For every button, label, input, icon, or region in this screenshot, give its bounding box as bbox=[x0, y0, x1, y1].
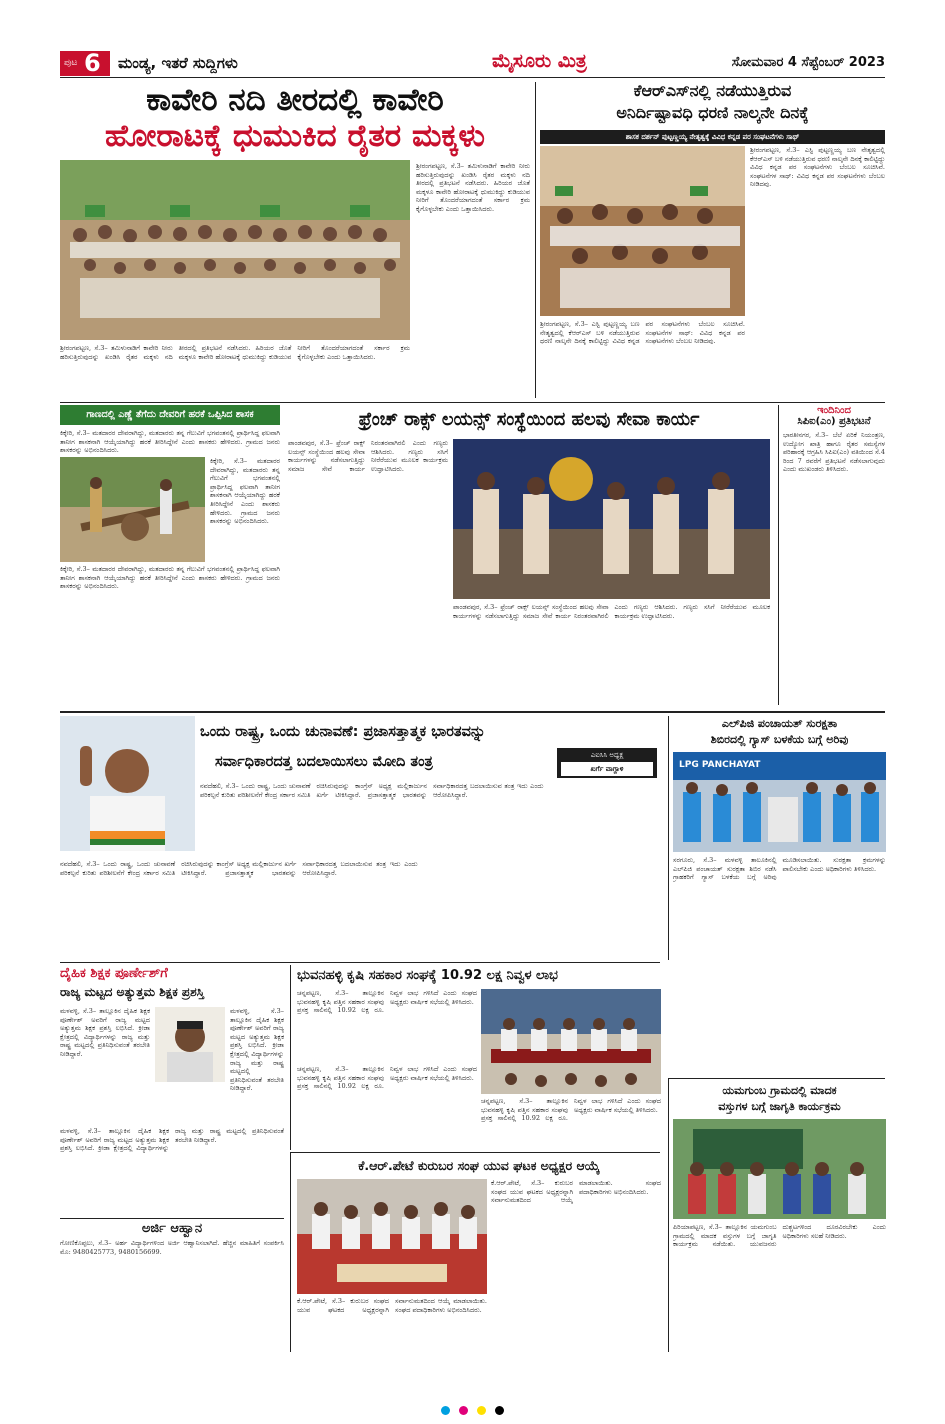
yamagumba-headline-2: ವಸ್ತುಗಳ ಬಗ್ಗೆ ಜಾಗೃತಿ ಕಾರ್ಯಕ್ರಮ bbox=[718, 1100, 841, 1113]
registration-dot-cyan bbox=[441, 1406, 450, 1415]
lead-photo bbox=[60, 160, 410, 340]
kurubara-photo bbox=[297, 1179, 487, 1294]
yamagumba-headline-1: ಯಮಗುಂಬ ಗ್ರಾಮದಲ್ಲಿ ಮಾದಕ bbox=[722, 1084, 837, 1097]
bank-story bbox=[290, 965, 660, 1150]
lpg-story bbox=[668, 716, 885, 960]
lions-headline: ಫ್ರೆಂಚ್ ರಾಕ್ಸ್ ಲಯನ್ಸ್ ಸಂಸ್ಥೆಯಿಂದ ಹಲವು ಸೇವಾ ಕಾರ್ಯ bbox=[358, 409, 700, 430]
leader-portrait-image bbox=[60, 716, 195, 851]
kharge-body-lower: ನವದೆಹಲಿ, ಸೆ.3– ಒಂದು ರಾಷ್ಟ್ರ, ಒಂದು ಚುನಾವಣೆ ಪರಿಕಲ್ಪನೆ ಕುರಿತು ಪರಿಶೀಲನೆಗೆ ಕೇಂದ್ರ ಸರ್ಕಾರ ಸಮಿತಿ ರಚಿಸಿರುವುದನ್ನು ಕಾಂಗ್ರೆಸ್ ಅಧ್ಯಕ್ಷ ಮಲ್ಲಿಕಾರ್ಜುನ ಖರ್ಗೆ ಟೀಕಿಸಿದ್ದಾರೆ. ಪ್ರಜಾಸತ್ತಾತ್ಮಕ ಭಾರತವನ್ನು ಸರ್ವಾಧಿಕಾರದತ್ತ ಬದಲಾಯಿಸುವ ತಂತ್ರ ಇದು ಎಂದು ಆರೋಪಿಸಿದ್ದಾರೆ. bbox=[60, 860, 418, 877]
column-divider bbox=[535, 82, 536, 398]
page-number-box bbox=[60, 51, 110, 76]
lead-headline-1: ಕಾವೇರಿ ನದಿ ತೀರದಲ್ಲಿ ಕಾವೇರಿ bbox=[146, 82, 444, 118]
yamagumba-story bbox=[668, 1078, 885, 1352]
teacher-story bbox=[60, 965, 284, 1215]
harake-photo bbox=[60, 457, 205, 562]
registration-marks bbox=[0, 1400, 945, 1420]
lpg-photo bbox=[673, 752, 886, 852]
krs-photo bbox=[540, 146, 745, 316]
bank-photo bbox=[481, 989, 661, 1094]
row-divider-2 bbox=[60, 711, 885, 713]
krs-headline-1: ಕೆಆರ್‌ಎಸ್‌ನಲ್ಲಿ ನಡೆಯುತ್ತಿರುವ bbox=[633, 81, 792, 100]
kharge-photo bbox=[60, 716, 195, 851]
bank-body-top: ಚನ್ನಪಟ್ಟಣ, ಸೆ.3– ತಾಲ್ಲೂಕಿನ ಭುವನಹಳ್ಳಿ ಕೃಷಿ ಪತ್ತಿನ ಸಹಕಾರ ಸಂಘವು ಪ್ರಸಕ್ತ ಸಾಲಿನಲ್ಲಿ 10.92 ಲಕ್ಷ ರೂ. ನಿವ್ವಳ ಲಾಭ ಗಳಿಸಿದೆ ಎಂದು ಸಂಘದ ಅಧ್ಯಕ್ಷರು ವಾರ್ಷಿಕ ಸಭೆಯಲ್ಲಿ ತಿಳಿಸಿದರು. bbox=[297, 989, 477, 1015]
yamagumba-photo bbox=[673, 1119, 886, 1219]
lead-story bbox=[60, 82, 530, 400]
teacher-body: ಮಳವಳ್ಳಿ, ಸೆ.3– ತಾಲ್ಲೂಕಿನ ದೈಹಿಕ ಶಿಕ್ಷಕ ಪೂರ್ಣೇಶ್ ಅವರಿಗೆ ರಾಜ್ಯ ಮಟ್ಟದ ಅತ್ಯುತ್ತಮ ಶಿಕ್ಷಕ ಪ್ರಶಸ್ತಿ ಲಭಿಸಿದೆ. ಕ್ರೀಡಾ ಕ್ಷೇತ್ರದಲ್ಲಿ ವಿದ್ಯಾರ್ಥಿಗಳನ್ನು ರಾಜ್ಯ ಮತ್ತು ರಾಷ್ಟ್ರ ಮಟ್ಟದಲ್ಲಿ ಪ್ರತಿನಿಧಿಸುವಂತೆ ತರಬೇತಿ ನೀಡಿದ್ದಾರೆ. bbox=[60, 1127, 284, 1153]
kharge-headline-2: ಸರ್ವಾಧಿಕಾರದತ್ತ ಬದಲಾಯಿಸಲು ಮೋದಿ ತಂತ್ರ bbox=[215, 754, 433, 770]
lead-headline-2: ಹೋರಾಟಕ್ಕೆ ಧುಮುಕಿದ ರೈತರ ಮಕ್ಕಳು bbox=[104, 118, 486, 154]
section-title: ಮಂಡ್ಯ, ಇತರೆ ಸುದ್ದಿಗಳು bbox=[118, 54, 238, 72]
bank-meeting-image bbox=[481, 989, 661, 1094]
lead-body-left: ಶ್ರೀರಂಗಪಟ್ಟಣ, ಸೆ.3– ತಮಿಳುನಾಡಿಗೆ ಕಾವೇರಿ ನೀರು ಹರಿಸುತ್ತಿರುವುದನ್ನು ಖಂಡಿಸಿ ರೈತರ ಮಕ್ಕಳು ನದಿ ತೀರದಲ್ಲಿ ಪ್ರತಿಭಟನೆ ನಡೆಸಿದರು. ಹಿರಿಯರ ಜೊತೆ ಮಕ್ಕಳೂ ಕಾವೇರಿ ಹೋರಾಟಕ್ಕೆ ಧುಮುಕಿದ್ದು ಕುಡಿಯುವ ನೀರಿಗೆ ತೊಂದರೆಯಾಗದಂತೆ ಸರ್ಕಾರ ಕ್ರಮ ಕೈಗೊಳ್ಳಬೇಕು ಎಂದು ಒತ್ತಾಯಿಸಿದರು. bbox=[60, 344, 410, 361]
dharna-image bbox=[540, 146, 745, 316]
lions-event-image bbox=[453, 439, 770, 599]
arji-headline: ಅರ್ಜಿ ಆಹ್ವಾನ bbox=[141, 1221, 203, 1236]
teacher-headline-2: ರಾಜ್ಯ ಮಟ್ಟದ ಅತ್ಯುತ್ತಮ ಶಿಕ್ಷಕ ಪ್ರಶಸ್ತಿ bbox=[60, 985, 205, 999]
harake-body: ಕಿಕ್ಕೇರಿ, ಸೆ.3– ಮತದಾರರ ದೇವರಾಗಿದ್ದು, ಮತದಾರರು ತನ್ನ ಗೆಲುವಿಗೆ ಭಗವಂತನಲ್ಲಿ ಪ್ರಾರ್ಥಿಸಿದ್ದ ಫಲವಾಗಿ ತಾನೀಗ ಶಾಸಕನಾಗಿ ಆಯ್ಕೆಯಾಗಿದ್ದು ಹರಕೆ ತೀರಿಸಿದ್ದೇನೆ ಎಂದು ಶಾಸಕರು ಹೇಳಿದರು. ಗ್ರಾಮದ ಜನರು ಶಾಸಕರನ್ನು ಅಭಿನಂದಿಸಿದರು. bbox=[60, 565, 280, 591]
teacher-body-right: ಮಳವಳ್ಳಿ, ಸೆ.3– ತಾಲ್ಲೂಕಿನ ದೈಹಿಕ ಶಿಕ್ಷಕ ಪೂರ್ಣೇಶ್ ಅವರಿಗೆ ರಾಜ್ಯ ಮಟ್ಟದ ಅತ್ಯುತ್ತಮ ಶಿಕ್ಷಕ ಪ್ರಶಸ್ತಿ ಲಭಿಸಿದೆ. ಕ್ರೀಡಾ ಕ್ಷೇತ್ರದಲ್ಲಿ ವಿದ್ಯಾರ್ಥಿಗಳನ್ನು ರಾಜ್ಯ ಮತ್ತು ರಾಷ್ಟ್ರ ಮಟ್ಟದಲ್ಲಿ ಪ್ರತಿನಿಧಿಸುವಂತೆ ತರಬೇತಿ ನೀಡಿದ್ದಾರೆ. bbox=[230, 1007, 284, 1093]
teacher-headline-1: ದೈಹಿಕ ಶಿಕ್ಷಕ ಪೂರ್ಣೇಶ್‌ಗೆ bbox=[60, 966, 168, 981]
bank-headline: ಭುವನಹಳ್ಳಿ ಕೃಷಿ ಸಹಕಾರ ಸಂಘಕ್ಕೆ 10.92 ಲಕ್ಷ ನಿವ್ವಳ ಲಾಭ bbox=[297, 968, 558, 983]
kurubara-body: ಕೆ.ಆರ್.ಪೇಟೆ, ಸೆ.3– ಕುರುಬರ ಸಂಘದ ಯುವ ಘಟಕದ ಅಧ್ಯಕ್ಷರನ್ನಾಗಿ ಸರ್ವಾನುಮತದಿಂದ ಆಯ್ಕೆ ಮಾಡಲಾಯಿತು. ಸಂಘದ ಪದಾಧಿಕಾರಿಗಳು ಅಭಿನಂದಿಸಿದರು. bbox=[297, 1297, 487, 1314]
cpim-headline-1: ಇಂದಿನಿಂದ bbox=[817, 405, 851, 416]
kharge-story bbox=[60, 716, 660, 856]
lpg-headline-1: ಎಲ್‌ಪಿಜಿ ಪಂಚಾಯತ್ ಸುರಕ್ಷತಾ bbox=[721, 717, 838, 730]
yamagumba-body: ಪಿರಿಯಾಪಟ್ಟಣ, ಸೆ.3– ತಾಲ್ಲೂಕಿನ ಯಮಗುಂಬ ಗ್ರಾಮದಲ್ಲಿ ಮಾದಕ ವಸ್ತುಗಳ ಬಗ್ಗೆ ಜಾಗೃತಿ ಕಾರ್ಯಕ್ರಮ ನಡೆಯಿತು. ಯುವಜನರು ದುಶ್ಚಟಗಳಿಂದ ದೂರವಿರಬೇಕು ಎಂದು ಅಧಿಕಾರಿಗಳು ಸಲಹೆ ನೀಡಿದರು. bbox=[673, 1223, 886, 1249]
krs-banner: ಶಾಸಕ ದರ್ಶನ್ ಪುಟ್ಟಣ್ಣಯ್ಯ ನೇತೃತ್ವಕ್ಕೆ ವಿವಿಧ ಕನ್ನಡ ಪರ ಸಂಘಟನೆಗಳು ಸಾಥ್ bbox=[540, 130, 885, 144]
kurubara-story bbox=[290, 1152, 660, 1352]
page-label: ಪುಟ bbox=[64, 58, 78, 68]
cpim-story bbox=[778, 405, 885, 705]
krs-story bbox=[540, 80, 885, 398]
harake-story bbox=[60, 405, 280, 705]
kurubara-headline: ಕೆ.ಆರ್.ಪೇಟೆ ಕುರುಬರ ಸಂಘ ಯುವ ಘಟಕ ಅಧ್ಯಕ್ಷರ ಆಯ್ಕೆ bbox=[358, 1158, 600, 1173]
bank-body-right: ಚನ್ನಪಟ್ಟಣ, ಸೆ.3– ತಾಲ್ಲೂಕಿನ ಭುವನಹಳ್ಳಿ ಕೃಷಿ ಪತ್ತಿನ ಸಹಕಾರ ಸಂಘವು ಪ್ರಸಕ್ತ ಸಾಲಿನಲ್ಲಿ 10.92 ಲಕ್ಷ ರೂ. ನಿವ್ವಳ ಲಾಭ ಗಳಿಸಿದೆ ಎಂದು ಸಂಘದ ಅಧ್ಯಕ್ಷರು ವಾರ್ಷಿಕ ಸಭೆಯಲ್ಲಿ ತಿಳಿಸಿದರು. bbox=[481, 1097, 661, 1123]
arji-body: ಗೋಣಿಕೊಪ್ಪಲು, ಸೆ.3– ಅರ್ಹ ವಿದ್ಯಾರ್ಥಿಗಳಿಂದ ಅರ್ಜಿ ಆಹ್ವಾನಿಸಲಾಗಿದೆ. ಹೆಚ್ಚಿನ ಮಾಹಿತಿಗೆ ಸಂಪರ್ಕಿಸಿ ಮೊ: 9480425773, 9480156699. bbox=[60, 1239, 284, 1256]
lpg-body: ಸರಗೂರು, ಸೆ.3– ಮಳವಳ್ಳಿ ತಾಲೂಕಿನಲ್ಲಿ ಎಲ್‌ಪಿಜಿ ಪಂಚಾಯತ್ ಸುರಕ್ಷತಾ ಶಿಬಿರ ನಡೆಸಿ ಗ್ರಾಹಕರಿಗೆ ಗ್ಯಾಸ್ ಬಳಕೆಯ ಬಗ್ಗೆ ಅರಿವು ಮೂಡಿಸಲಾಯಿತು. ಸುರಕ್ಷತಾ ಕ್ರಮಗಳನ್ನು ಪಾಲಿಸಬೇಕು ಎಂದು ಅಧಿಕಾರಿಗಳು ತಿಳಿಸಿದರು. bbox=[673, 856, 886, 882]
lions-body-left: ಪಾಂಡವಪುರ, ಸೆ.3– ಫ್ರೆಂಚ್ ರಾಕ್ಸ್ ಲಯನ್ಸ್ ಸಂಸ್ಥೆಯಿಂದ ಹಲವು ಸೇವಾ ಕಾರ್ಯಗಳನ್ನು ನಡೆಸಲಾಗುತ್ತಿದ್ದು ಸಮಾಜ ಸೇವೆ ಕಾರ್ಯ ನಿರಂತರವಾಗಿರಲಿ ಎಂದು ಗಣ್ಯರು ಆಶಿಸಿದರು. ಗಣ್ಯರು ಸಸಿಗೆ ನೀರೆರೆಯುವ ಮೂಲಕ ಕಾರ್ಯಕ್ರಮ ಉದ್ಘಾಟಿಸಿದರು. bbox=[288, 439, 448, 473]
masthead: ಮೈಸೂರು ಮಿತ್ರ bbox=[492, 50, 587, 72]
harake-headline: ಗಾಣದಲ್ಲಿ ಎಣ್ಣೆ ತೆಗೆದು ದೇವರಿಗೆ ಹರಕೆ ಒಪ್ಪಿಸಿದ ಶಾಸಕ bbox=[60, 405, 280, 425]
teacher-body-left: ಮಳವಳ್ಳಿ, ಸೆ.3– ತಾಲ್ಲೂಕಿನ ದೈಹಿಕ ಶಿಕ್ಷಕ ಪೂರ್ಣೇಶ್ ಅವರಿಗೆ ರಾಜ್ಯ ಮಟ್ಟದ ಅತ್ಯುತ್ತಮ ಶಿಕ್ಷಕ ಪ್ರಶಸ್ತಿ ಲಭಿಸಿದೆ. ಕ್ರೀಡಾ ಕ್ಷೇತ್ರದಲ್ಲಿ ವಿದ್ಯಾರ್ಥಿಗಳನ್ನು ರಾಜ್ಯ ಮತ್ತು ರಾಷ್ಟ್ರ ಮಟ್ಟದಲ್ಲಿ ಪ್ರತಿನಿಧಿಸುವಂತೆ ತರಬೇತಿ ನೀಡಿದ್ದಾರೆ. bbox=[60, 1007, 150, 1058]
oil-press-image bbox=[60, 457, 205, 562]
cpim-headline-2: ಸಿಪಿಐ(ಎಂ) ಪ್ರತಿಭಟನೆ bbox=[797, 416, 871, 427]
lions-body-right: ಪಾಂಡವಪುರ, ಸೆ.3– ಫ್ರೆಂಚ್ ರಾಕ್ಸ್ ಲಯನ್ಸ್ ಸಂಸ್ಥೆಯಿಂದ ಹಲವು ಸೇವಾ ಕಾರ್ಯಗಳನ್ನು ನಡೆಸಲಾಗುತ್ತಿದ್ದು ಸಮಾಜ ಸೇವೆ ಕಾರ್ಯ ನಿರಂತರವಾಗಿರಲಿ ಎಂದು ಗಣ್ಯರು ಆಶಿಸಿದರು. ಗಣ್ಯರು ಸಸಿಗೆ ನೀರೆರೆಯುವ ಮೂಲಕ ಕಾರ್ಯಕ್ರಮ ಉದ್ಘಾಟಿಸಿದರು. bbox=[453, 603, 770, 620]
teacher-photo bbox=[155, 1007, 225, 1082]
krs-body-right: ಶ್ರೀರಂಗಪಟ್ಟಣ, ಸೆ.3– ಎಸ್ಟಿ ಪುಟ್ಟಣ್ಣಯ್ಯ ಬಣ ನೇತೃತ್ವದಲ್ಲಿ ಕೆಆರ್‌ಎಸ್ ಬಳಿ ನಡೆಯುತ್ತಿರುವ ಧರಣಿ ನಾಲ್ಕನೇ ದಿನಕ್ಕೆ ಕಾಲಿಟ್ಟಿದ್ದು ವಿವಿಧ ಕನ್ನಡ ಪರ ಸಂಘಟನೆಗಳು ಬೆಂಬಲ ಸೂಚಿಸಿವೆ. ಸಂಘಟನೆಗಳ ಸಾಥ್: ವಿವಿಧ ಕನ್ನಡ ಪರ ಸಂಘಟನೆಗಳು ಬೆಂಬಲ ನೀಡಿದವು. bbox=[750, 146, 885, 189]
kurubara-body-right: ಕೆ.ಆರ್.ಪೇಟೆ, ಸೆ.3– ಕುರುಬರ ಸಂಘದ ಯುವ ಘಟಕದ ಅಧ್ಯಕ್ಷರನ್ನಾಗಿ ಸರ್ವಾನುಮತದಿಂದ ಆಯ್ಕೆ ಮಾಡಲಾಯಿತು. ಸಂಘದ ಪದಾಧಿಕಾರಿಗಳು ಅಭಿನಂದಿಸಿದರು. bbox=[491, 1179, 661, 1205]
arji-story bbox=[60, 1218, 284, 1352]
kharge-tag bbox=[557, 748, 657, 778]
registration-dot-magenta bbox=[459, 1406, 468, 1415]
krs-headline-2: ಅನಿರ್ದಿಷ್ಟಾವಧಿ ಧರಣಿ ನಾಲ್ಕನೇ ದಿನಕ್ಕೆ bbox=[616, 103, 809, 122]
row-divider-1 bbox=[60, 402, 885, 403]
kharge-tag-line-2: ಖರ್ಗೆ ವಾಗ್ದಾಳಿ bbox=[561, 762, 653, 776]
kharge-headline-1: ಒಂದು ರಾಷ್ಟ್ರ, ಒಂದು ಚುನಾವಣೆ: ಪ್ರಜಾಸತ್ತಾತ್ಮಕ ಭಾರತವನ್ನು bbox=[200, 724, 486, 740]
row-divider-3 bbox=[60, 962, 660, 963]
kharge-body: ನವದೆಹಲಿ, ಸೆ.3– ಒಂದು ರಾಷ್ಟ್ರ, ಒಂದು ಚುನಾವಣೆ ಪರಿಕಲ್ಪನೆ ಕುರಿತು ಪರಿಶೀಲನೆಗೆ ಕೇಂದ್ರ ಸರ್ಕಾರ ಸಮಿತಿ ರಚಿಸಿರುವುದನ್ನು ಕಾಂಗ್ರೆಸ್ ಅಧ್ಯಕ್ಷ ಮಲ್ಲಿಕಾರ್ಜುನ ಖರ್ಗೆ ಟೀಕಿಸಿದ್ದಾರೆ. ಪ್ರಜಾಸತ್ತಾತ್ಮಕ ಭಾರತವನ್ನು ಸರ್ವಾಧಿಕಾರದತ್ತ ಬದಲಾಯಿಸುವ ತಂತ್ರ ಇದು ಎಂದು ಆರೋಪಿಸಿದ್ದಾರೆ. bbox=[200, 782, 544, 799]
teacher-portrait-image bbox=[155, 1007, 225, 1082]
kharge-tag-line-1: ಎಐಸಿಸಿ ಅಧ್ಯಕ್ಷ bbox=[590, 751, 624, 759]
page-number: 6 bbox=[84, 49, 101, 77]
harake-body-right: ಕಿಕ್ಕೇರಿ, ಸೆ.3– ಮತದಾರರ ದೇವರಾಗಿದ್ದು, ಮತದಾರರು ತನ್ನ ಗೆಲುವಿಗೆ ಭಗವಂತನಲ್ಲಿ ಪ್ರಾರ್ಥಿಸಿದ್ದ ಫಲವಾಗಿ ತಾನೀಗ ಶಾಸಕನಾಗಿ ಆಯ್ಕೆಯಾಗಿದ್ದು ಹರಕೆ ತೀರಿಸಿದ್ದೇನೆ ಎಂದು ಶಾಸಕರು ಹೇಳಿದರು. ಗ್ರಾಮದ ಜನರು ಶಾಸಕರನ್ನು ಅಭಿನಂದಿಸಿದರು. bbox=[210, 457, 280, 526]
lead-body-right: ಶ್ರೀರಂಗಪಟ್ಟಣ, ಸೆ.3– ತಮಿಳುನಾಡಿಗೆ ಕಾವೇರಿ ನೀರು ಹರಿಸುತ್ತಿರುವುದನ್ನು ಖಂಡಿಸಿ ರೈತರ ಮಕ್ಕಳು ನದಿ ತೀರದಲ್ಲಿ ಪ್ರತಿಭಟನೆ ನಡೆಸಿದರು. ಹಿರಿಯರ ಜೊತೆ ಮಕ್ಕಳೂ ಕಾವೇರಿ ಹೋರಾಟಕ್ಕೆ ಧುಮುಕಿದ್ದು ಕುಡಿಯುವ ನೀರಿಗೆ ತೊಂದರೆಯಾಗದಂತೆ ಸರ್ಕಾರ ಕ್ರಮ ಕೈಗೊಳ್ಳಬೇಕು ಎಂದು ಒತ್ತಾಯಿಸಿದರು. bbox=[416, 162, 530, 213]
page-header bbox=[60, 50, 885, 78]
lions-photo bbox=[453, 439, 770, 599]
bank-body: ಚನ್ನಪಟ್ಟಣ, ಸೆ.3– ತಾಲ್ಲೂಕಿನ ಭುವನಹಳ್ಳಿ ಕೃಷಿ ಪತ್ತಿನ ಸಹಕಾರ ಸಂಘವು ಪ್ರಸಕ್ತ ಸಾಲಿನಲ್ಲಿ 10.92 ಲಕ್ಷ ರೂ. ನಿವ್ವಳ ಲಾಭ ಗಳಿಸಿದೆ ಎಂದು ಸಂಘದ ಅಧ್ಯಕ್ಷರು ವಾರ್ಷಿಕ ಸಭೆಯಲ್ಲಿ ತಿಳಿಸಿದರು. bbox=[297, 1065, 477, 1091]
cpim-body: ಭಾರತೀನಗರ, ಸೆ.3– ಬೆಲೆ ಏರಿಕೆ ನಿಯಂತ್ರಣ, ಉದ್ಯೋಗ ಖಾತ್ರಿ ಹಾಗೂ ರೈತರ ಸಮಸ್ಯೆಗಳ ಪರಿಹಾರಕ್ಕೆ ಆಗ್ರಹಿಸಿ ಸಿಪಿಐ(ಎಂ) ವತಿಯಿಂದ ಸೆ.4 ರಿಂದ 7 ರವರೆಗೆ ಪ್ರತಿಭಟನೆ ನಡೆಸಲಾಗುವುದು ಎಂದು ಮುಖಂಡರು ತಿಳಿಸಿದರು. bbox=[783, 431, 885, 474]
registration-dot-black bbox=[495, 1406, 504, 1415]
harake-intro: ಕಿಕ್ಕೇರಿ, ಸೆ.3– ಮತದಾರರ ದೇವರಾಗಿದ್ದು, ಮತದಾರರು ತನ್ನ ಗೆಲುವಿಗೆ ಭಗವಂತನಲ್ಲಿ ಪ್ರಾರ್ಥಿಸಿದ್ದ ಫಲವಾಗಿ ತಾನೀಗ ಶಾಸಕನಾಗಿ ಆಯ್ಕೆಯಾಗಿದ್ದು ಹರಕೆ ತೀರಿಸಿದ್ದೇನೆ ಎಂದು ಶಾಸಕರು ಹೇಳಿದರು. ಗ್ರಾಮದ ಜನರು ಶಾಸಕರನ್ನು ಅಭಿನಂದಿಸಿದರು. bbox=[60, 429, 280, 455]
issue-date: ಸೋಮವಾರ 4 ಸೆಪ್ಟೆಂಬರ್ 2023 bbox=[731, 55, 885, 70]
kurubara-event-image bbox=[297, 1179, 487, 1294]
krs-body-under-photo: ಶ್ರೀರಂಗಪಟ್ಟಣ, ಸೆ.3– ಎಸ್ಟಿ ಪುಟ್ಟಣ್ಣಯ್ಯ ಬಣ ನೇತೃತ್ವದಲ್ಲಿ ಕೆಆರ್‌ಎಸ್ ಬಳಿ ನಡೆಯುತ್ತಿರುವ ಧರಣಿ ನಾಲ್ಕನೇ ದಿನಕ್ಕೆ ಕಾಲಿಟ್ಟಿದ್ದು ವಿವಿಧ ಕನ್ನಡ ಪರ ಸಂಘಟನೆಗಳು ಬೆಂಬಲ ಸೂಚಿಸಿವೆ. ಸಂಘಟನೆಗಳ ಸಾಥ್: ವಿವಿಧ ಕನ್ನಡ ಪರ ಸಂಘಟನೆಗಳು ಬೆಂಬಲ ನೀಡಿದವು. bbox=[540, 320, 745, 346]
awareness-program-image bbox=[673, 1119, 886, 1219]
lpg-banner-text: LPG PANCHAYAT bbox=[679, 760, 761, 770]
lions-story bbox=[288, 405, 770, 705]
registration-dot-yellow bbox=[477, 1406, 486, 1415]
lpg-headline-2: ಶಿಬಿರದಲ್ಲಿ ಗ್ಯಾಸ್ ಬಳಕೆಯ ಬಗ್ಗೆ ಅರಿವು bbox=[710, 733, 849, 746]
protest-crowd-image bbox=[60, 160, 410, 340]
